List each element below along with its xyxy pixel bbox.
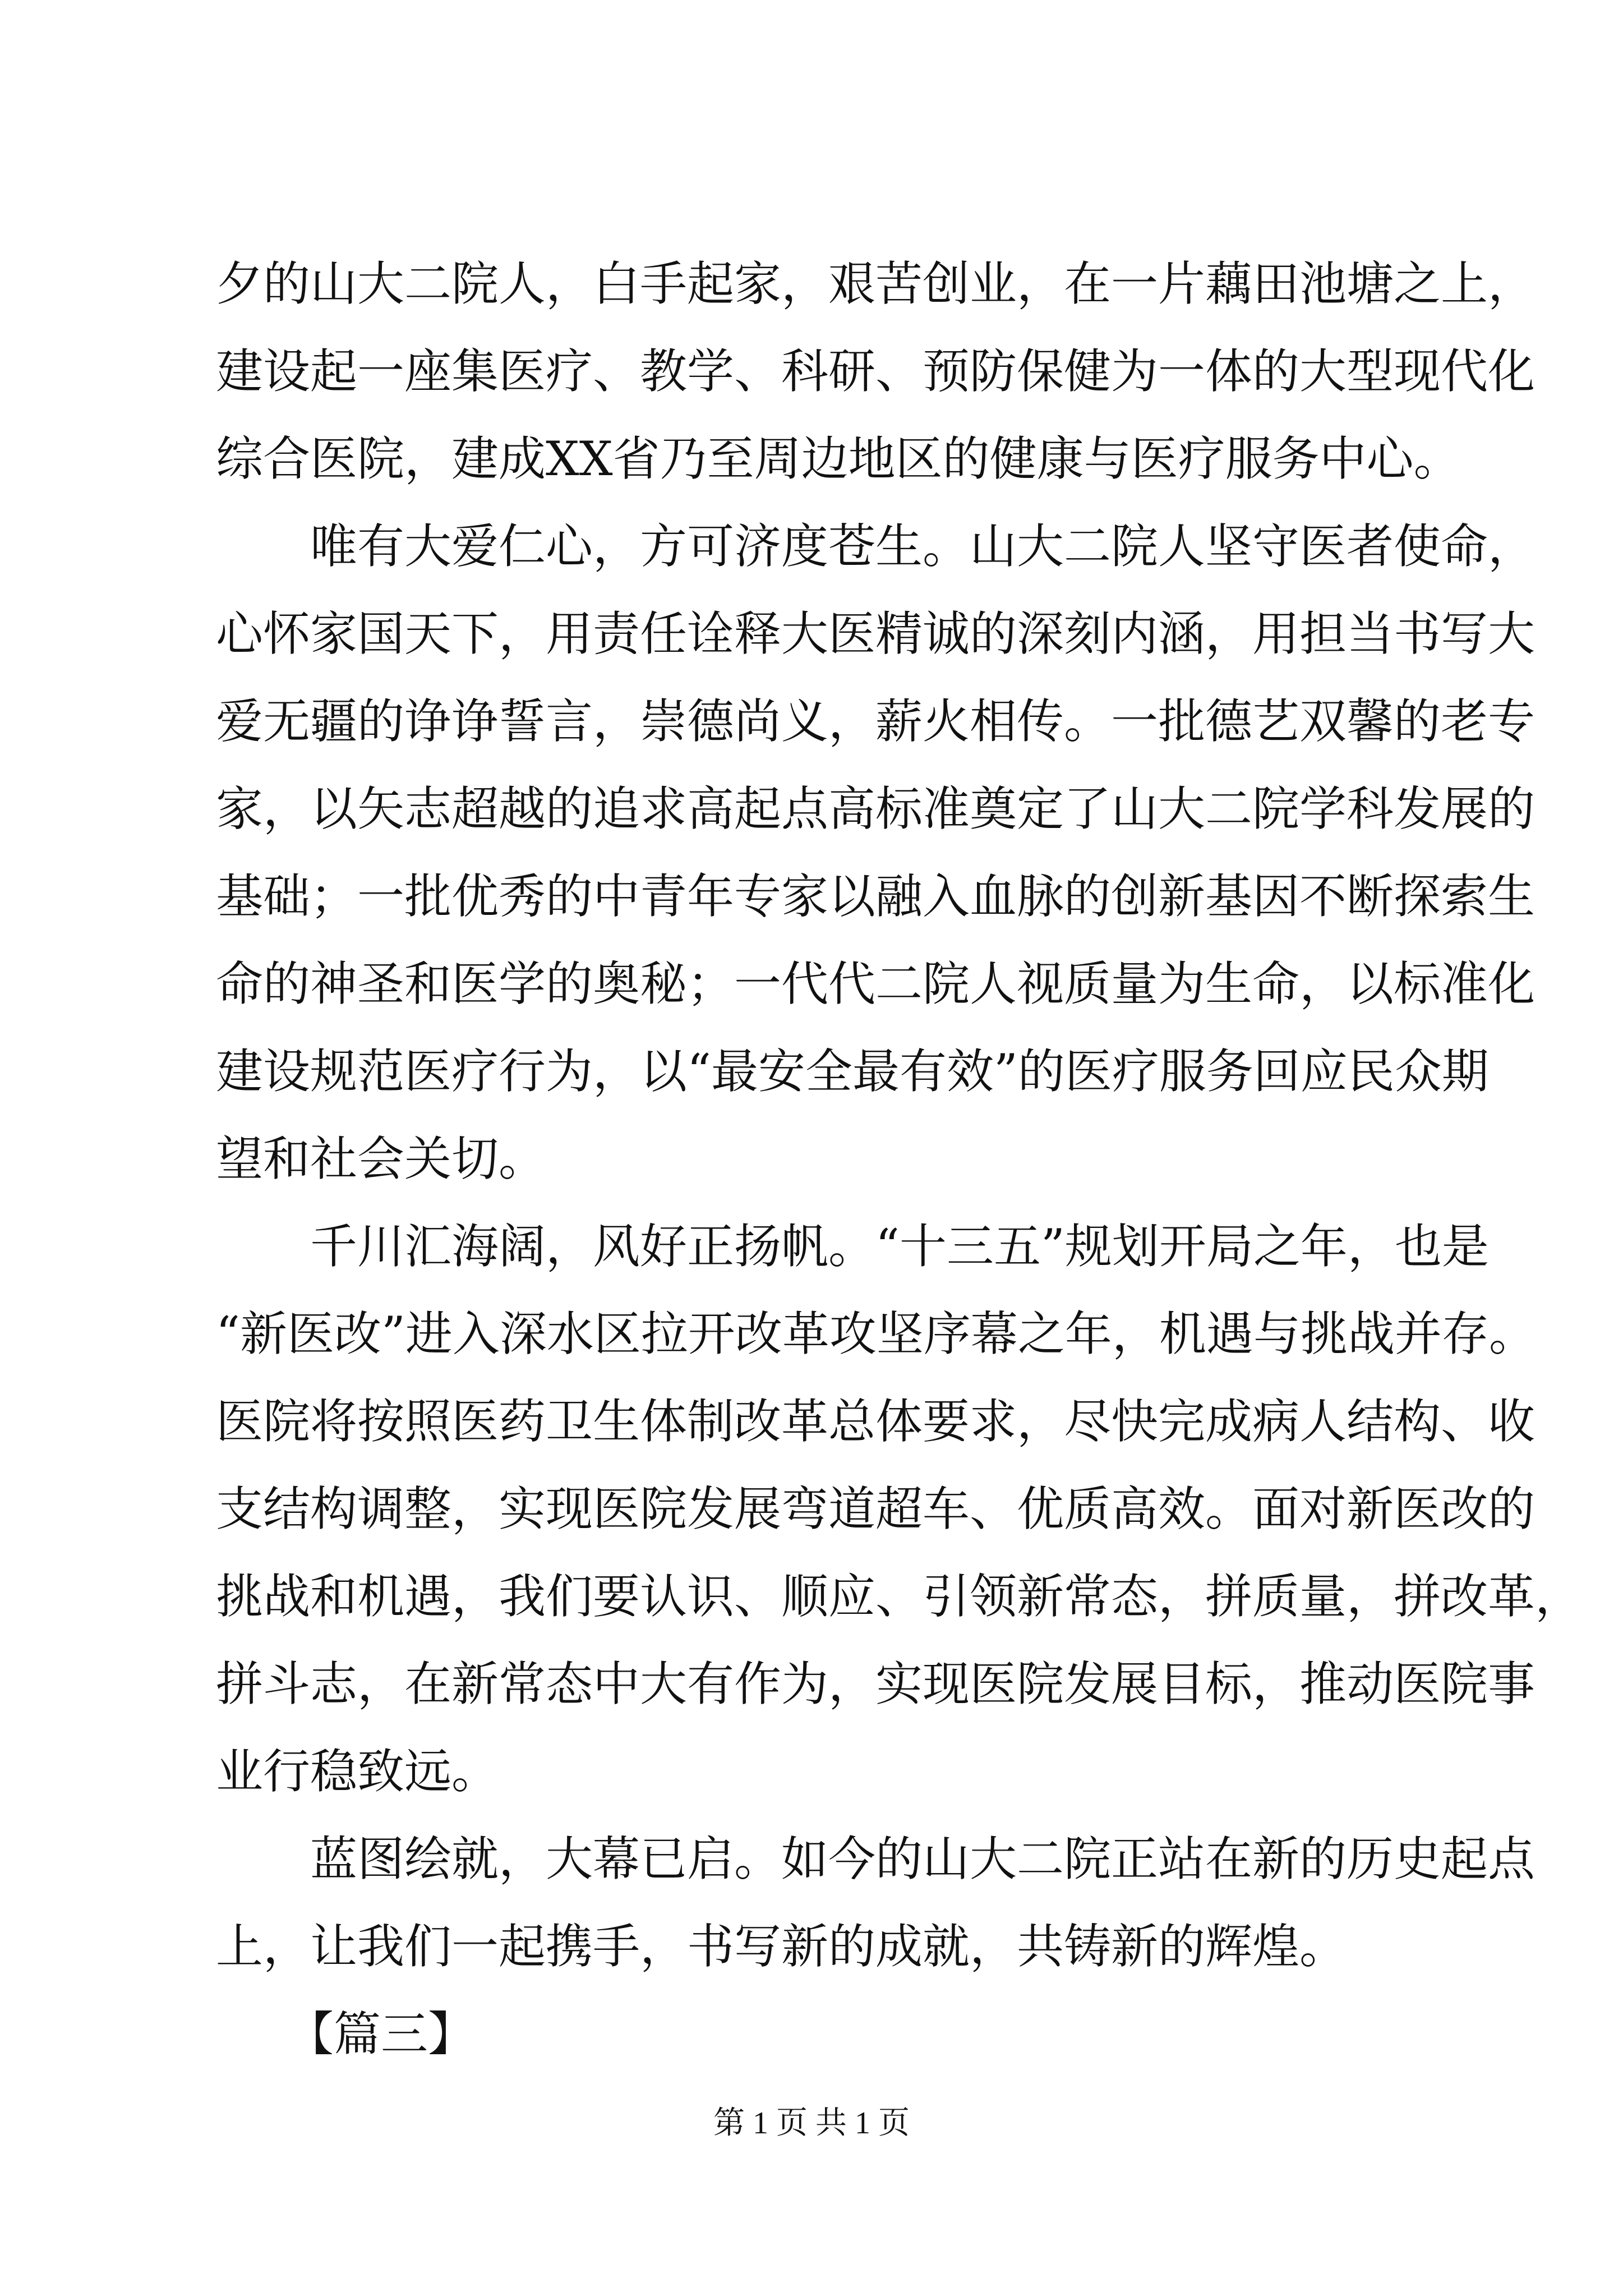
text-line: 唯有大爱仁心，方可济度苍生。山大二院人坚守医者使命， bbox=[216, 519, 1536, 574]
text-line: 夕的山大二院人，白手起家，艰苦创业，在一片藕田池塘之上， bbox=[216, 256, 1536, 311]
text-line: 上，让我们一起携手，书写新的成就，共铸新的辉煌。 bbox=[216, 1919, 1347, 1974]
text-line: 拼斗志，在新常态中大有作为，实现医院发展目标，推动医院事 bbox=[216, 1657, 1536, 1711]
text-line: 支结构调整，实现医院发展弯道超车、优质高效。面对新医改的 bbox=[216, 1481, 1536, 1536]
text-line: 命的神圣和医学的奥秘；一代代二院人视质量为生命，以标准化 bbox=[216, 956, 1536, 1011]
text-line: 建设起一座集医疗、教学、科研、预防保健为一体的大型现代化 bbox=[216, 344, 1536, 399]
text-line: “新医改”进入深水区拉开改革攻坚序幕之年，机遇与挑战并存。 bbox=[216, 1306, 1536, 1361]
text-line: 综合医院，建成XX省乃至周边地区的健康与医疗服务中心。 bbox=[216, 431, 1461, 486]
text-line: 千川汇海阔，风好正扬帆。“十三五”规划开局之年，也是 bbox=[216, 1219, 1489, 1274]
section-heading: 【篇三】 bbox=[216, 2007, 476, 2062]
text-line: 基础；一批优秀的中青年专家以融入血脉的创新基因不断探索生 bbox=[216, 869, 1536, 924]
document-body bbox=[216, 240, 1583, 2078]
text-line: 心怀家国天下，用责任诠释大医精诚的深刻内涵，用担当书写大 bbox=[216, 606, 1536, 661]
text-line: 业行稳致远。 bbox=[216, 1744, 499, 1799]
text-line: 医院将按照医药卫生体制改革总体要求，尽快完成病人结构、收 bbox=[216, 1394, 1536, 1449]
page-footer bbox=[0, 2104, 1623, 2143]
text-line: 挑战和机遇，我们要认识、顺应、引领新常态，拼质量，拼改革， bbox=[216, 1569, 1583, 1624]
text-line: 蓝图绘就，大幕已启。如今的山大二院正站在新的历史起点 bbox=[216, 1832, 1536, 1887]
text-line: 家，以矢志超越的追求高起点高标准奠定了山大二院学科发展的 bbox=[216, 781, 1536, 836]
text-line: 望和社会关切。 bbox=[216, 1131, 546, 1186]
text-line: 爱无疆的诤诤誓言，崇德尚义，薪火相传。一批德艺双馨的老专 bbox=[216, 694, 1536, 749]
text-line: 建设规范医疗行为，以“最安全最有效”的医疗服务回应民众期 bbox=[216, 1044, 1489, 1099]
page-number-label: 第 1 页 共 1 页 bbox=[713, 2106, 910, 2141]
